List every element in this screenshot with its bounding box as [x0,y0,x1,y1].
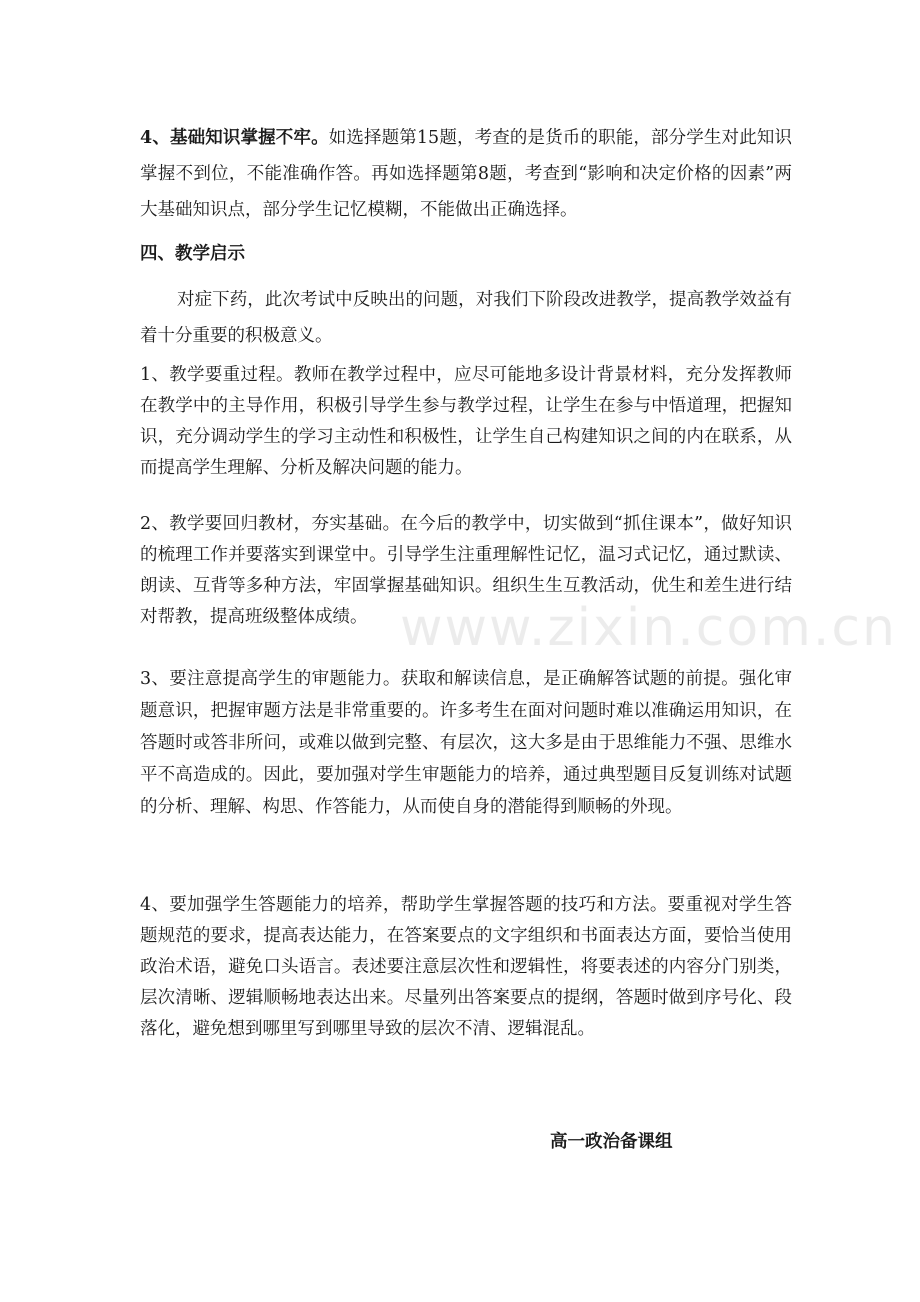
problem-item-4 [140,120,792,228]
problem-item-4-body: 如选择题第15题，考查的是货币的职能，部分学生对此知识掌握不到位，不能准确作答。再如选择题第8题，考查到“影响和决定价格的因素”两大基础知识点，部分学生记忆模糊，不能做出正确选择。 [140,128,792,220]
insight-item-4: 4、要加强学生答题能力的培养，帮助学生掌握答题的技巧和方法。要重视对学生答题规范的要求，提高表达能力，在答案要点的文字组织和书面表达方面，要恰当使用政治术语，避免口头语言。表述要注意层次性和逻辑性，将要表述的内容分门别类，层次清晰、逻辑顺畅地表达出来。尽量列出答案要点的提纲，答题时做到序号化、段落化，避免想到哪里写到哪里导致的层次不清、逻辑混乱。 [140,895,792,1039]
insight-item-2: 2、教学要回归教材，夯实基础。在今后的教学中，切实做到“抓住课本”，做好知识的梳理工作并要落实到课堂中。引导学生注重理解性记忆，温习式记忆，通过默读、朗读、互背等多种方法，牢固掌握基础知识。组织生生互教活动，优生和差生进行结对帮教，提高班级整体成绩。 [140,514,792,627]
watermark: www.zixin.com.cn [400,598,897,658]
intro-paragraph: 对症下药，此次考试中反映出的问题，对我们下阶段改进教学，提高教学效益有着十分重要的积极意义。 [140,290,792,346]
insight-item-3: 3、要注意提高学生的审题能力。获取和解读信息，是正确解答试题的前提。强化审题意识，把握审题方法是非常重要的。许多考生在面对问题时难以准确运用知识，在答题时或答非所问，或难以做到完整、有层次，这大多是由于思维能力不强、思维水平不高造成的。因此，要加强对学生审题能力的培养，通过典型题目反复训练对试题的分析、理解、构思、作答能力，从而使自身的潜能得到顺畅的外现。 [140,669,792,817]
problem-item-4-heading: 4、基础知识掌握不牢。 [140,128,329,148]
signature: 高一政治备课组 [550,1132,673,1152]
section-title-teaching-insights: 四、教学启示 [140,244,245,264]
insight-item-1: 1、教学要重过程。教师在教学过程中，应尽可能地多设计背景材料，充分发挥教师在教学中的主导作用，积极引导学生参与教学过程，让学生在参与中悟道理，把握知识，充分调动学生的学习主动性和积极性，让学生自己构建知识之间的内在联系，从而提高学生理解、分析及解决问题的能力。 [140,365,792,478]
